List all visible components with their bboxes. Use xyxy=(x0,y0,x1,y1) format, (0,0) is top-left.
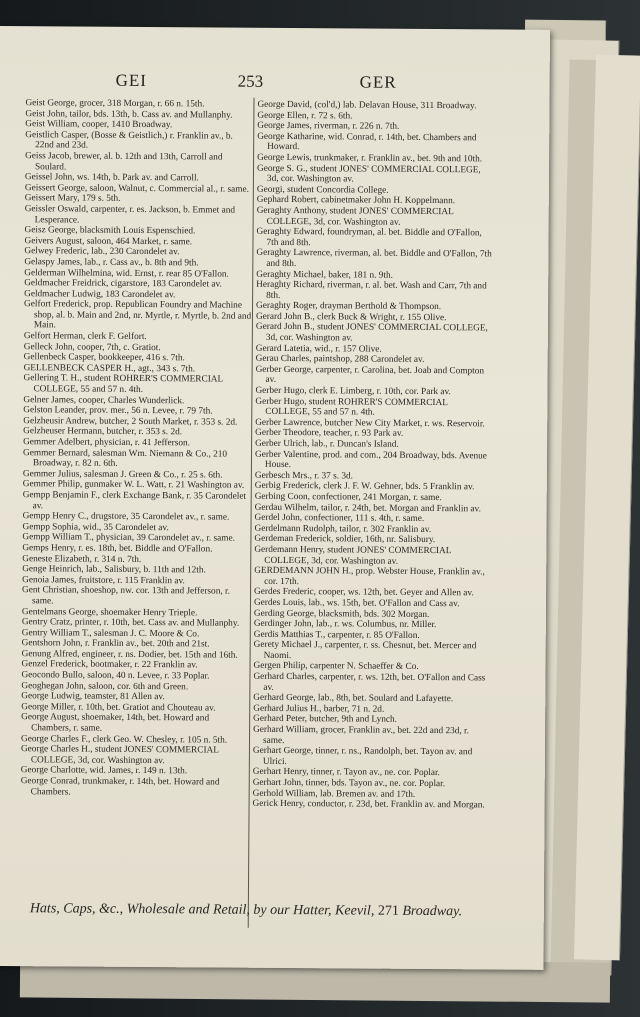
directory-entry: Geraghty Anthony, student JONES' COMMERCIAL COLLEGE, 3d, cor. Washington av. xyxy=(256,205,454,228)
directory-entry: Geivers August, saloon, 464 Market, r. same. xyxy=(24,235,193,248)
directory-entry: Gelfort Herman, clerk F. Gelfort. xyxy=(23,331,147,343)
directory-entry: Geisz George, blacksmith Louis Espenschied. xyxy=(24,225,196,237)
directory-entry: Geissert Mary, 179 s. 5th. xyxy=(24,193,121,205)
directory-entry: Gemmer Philip, gunmaker W. L. Watt, r. 21 Washington av. xyxy=(22,479,245,492)
footer-text-b: Broadway. xyxy=(398,903,463,920)
directory-entry: Geneste Elizabeth, r. 314 n. 7th. xyxy=(22,553,142,565)
directory-entry: George Miller, r. 10th, bet. Gratiot and Chouteau av. xyxy=(21,702,216,714)
directory-entry: Gerber Theodore, teacher, r. 93 Park av. xyxy=(255,428,404,440)
directory-entry: Gerdes Frederic, cooper, ws. 12th, bet. Geyer and Allen av. xyxy=(254,587,474,599)
directory-entry: Gelston Leander, prov. mer., 56 n. Levee, r. 79 7th. xyxy=(23,405,213,417)
directory-page xyxy=(0,26,550,970)
right-column xyxy=(253,100,494,811)
directory-entry: George Katharine, wid. Conrad, r. 14th, bet. Chambers and Howard. xyxy=(257,131,477,153)
directory-entry: George Charles F., clerk Geo. W. Chesley, r. 105 n. 5th. xyxy=(20,733,228,746)
directory-entry: Geistlich Casper, (Bosse & Geistlich,) r. Franklin av., b. 22nd and 23d. xyxy=(25,129,233,151)
directory-entry: Gerhard George, lab., 8th, bet. Soulard and Lafayette. xyxy=(253,693,454,705)
directory-entry: Gerhart John, tinner, bds. Tayon av., ne. cor. Poplar. xyxy=(252,777,446,790)
directory-entry: Gempp Sophia, wid., 35 Carondelet av. xyxy=(22,521,169,533)
directory-entry: Gerber Valentine, prod. and com., 204 Broadway, bds. Avenue House. xyxy=(254,449,487,471)
directory-entry: Gerick Henry, conductor, r. 23d, bet. Franklin av. and Morgan. xyxy=(252,798,485,811)
directory-entry: Gentry William T., salesman J. C. Moore & Co. xyxy=(21,627,200,640)
directory-entry: George Conrad, trunkmaker, r. 14th, bet. Howard and Chambers. xyxy=(20,776,220,798)
directory-entry: Gelzheusir Andrew, butcher, 2 South Market, r. 353 s. 2d. xyxy=(23,415,238,428)
directory-entry: Gerdis Matthias T., carpenter, r. 85 O'Fallon. xyxy=(253,629,420,641)
directory-entry: Gerard Latetia, wid., r. 157 Olive. xyxy=(255,343,382,355)
directory-entry: Gerhart George, tinner, r. ns., Randolph, bet. Tayon av. and Ulrici. xyxy=(252,746,473,767)
directory-entry: Gerhard Charles, carpenter, r. ws. 12th, bet. O'Fallon and Cass av. xyxy=(253,671,486,693)
directory-entry: Gerbesch Mrs., r. 37 s. 3d. xyxy=(254,470,354,482)
directory-entry: GELLENBECK CASPER H., agt., 343 s. 7th. xyxy=(23,363,196,375)
directory-entry: Gempp Benjamin F., clerk Exchange Bank, r. 35 Carondelet av. xyxy=(22,490,247,511)
directory-entry: Gerhard Peter, butcher, 9th and Lynch. xyxy=(253,714,398,726)
directory-entry: Geraghty Edward, foundryman, al. bet. Biddle and O'Fallon, 7th and 8th. xyxy=(256,226,482,248)
directory-entry: Geist William, cooper, 1410 Broadway. xyxy=(25,119,173,131)
directory-entry: Gerhold William, lab. Bremen av. and 17th. xyxy=(252,788,416,800)
directory-entry: Geldmacher Freidrick, cigarstore, 183 Carondelet av. xyxy=(24,278,222,290)
directory-entry: Geissler Oswald, carpenter, r. es. Jackson, b. Emmet and Lesperance. xyxy=(24,204,236,226)
directory-entry: Gerdinger John, lab., r. ws. Columbus, nr. Miller. xyxy=(253,618,437,631)
header-left-guide: GEI xyxy=(115,70,148,91)
footer-text-a: Hats, Caps, &c., Wholesale and Retail, by our Hatter, Keevil, xyxy=(29,901,378,919)
header-right-guide: GER xyxy=(359,72,397,92)
directory-entry: Gerbig Frederick, clerk J. F. W. Gehner, bds. 5 Franklin av. xyxy=(254,481,475,493)
directory-entry: Gerdelmann Rudolph, tailor, r. 302 Franklin av. xyxy=(254,523,432,535)
directory-entry: Gemps Henry, r. es. 18th, bet. Biddle and O'Fallon. xyxy=(22,543,213,555)
directory-entry: Georgi, student Concordia College. xyxy=(256,184,389,196)
directory-entry: George David, (col'd,) lab. Delavan House, 311 Broadway. xyxy=(257,99,477,112)
directory-entry: Gelfort Frederick, prop. Republican Foundry and Machine shop, al. b. Main and 2nd, nr. Myrtle, r. Myrtle, b. 2nd and Main. xyxy=(24,299,252,331)
directory-entry: Gentelmans George, shoemaker Henry Trieple. xyxy=(21,606,198,618)
directory-entry: Gerber Hugo, student ROHRER'S COMMERCIAL COLLEGE, 55 and 57 n. 4th. xyxy=(255,396,448,418)
running-header xyxy=(0,70,550,96)
directory-entry: Gempp Henry C., drugstore, 35 Carondelet av., r. same. xyxy=(22,511,230,523)
directory-entry: Gerdemann Henry, student JONES' COMMERCIAL COLLEGE, 3d, cor. Washington av. xyxy=(254,544,452,567)
directory-entry: Gerdel John, confectioner, 111 s. 4th, r. same. xyxy=(254,512,425,525)
directory-entry: Gent Christian, shoeshop, nw. cor. 13th and Jefferson, r. same. xyxy=(22,585,230,607)
footer-number: 271 xyxy=(377,903,399,919)
directory-entry: George Lewis, trunkmaker, r. Franklin av., bet. 9th and 10th. xyxy=(257,152,483,165)
directory-entry: Gelner James, cooper, Charles Wunderlick. xyxy=(23,394,185,406)
directory-entry: Gelaspy James, lab., r. Cass av., b. 8th and 9th. xyxy=(24,257,199,269)
directory-entry: George James, riverman, r. 226 n. 7th. xyxy=(257,120,400,132)
directory-entry: Gelleck John, cooper, 7th, c. Gratiot. xyxy=(23,341,161,353)
directory-entry: Gerding George, blacksmith, bds. 302 Morgan. xyxy=(253,608,430,620)
directory-entry: Gerber George, carpenter, r. Carolina, bet. Joab and Compton av. xyxy=(255,364,485,386)
directory-entry: Gerhard William, grocer, Franklin av., bet. 22d and 23d, r. same. xyxy=(253,724,469,746)
directory-entry: George August, shoemaker, 14th, bet. Howard and Chambers, r. same. xyxy=(21,712,210,734)
left-column xyxy=(21,98,254,799)
directory-entry: Genoia James, fruitstore, r. 115 Franklin av. xyxy=(22,574,185,587)
directory-entry: Genzel Frederick, bootmaker, r. 22 Franklin av. xyxy=(21,659,198,671)
directory-entry: Gemmer Julius, salesman J. Green & Co., r. 25 s. 6th. xyxy=(22,468,223,481)
directory-entry: Gerau Charles, paintshop, 288 Carondelet av. xyxy=(255,354,425,366)
directory-entry: Gentry Cratz, printer, r. 10th, bet. Cass av. and Mullanphy. xyxy=(21,617,240,629)
directory-entry: Geist George, grocer, 318 Morgan, r. 66 n. 15th. xyxy=(25,98,205,110)
directory-entry: Gephard Robert, cabinetmaker John H. Koppelmann. xyxy=(256,195,456,207)
directory-entry: Geiss Jacob, brewer, al. b. 12th and 13th, Carroll and Soulard. xyxy=(25,151,223,173)
directory-entry: Gerber Lawrence, butcher New City Market, r. ws. Reservoir. xyxy=(255,417,485,430)
directory-entry: Gerdau Wilhelm, tailor, r. 24th, bet. Morgan and Franklin av. xyxy=(254,502,481,514)
directory-entry: Genge Heinrich, lab., Salisbury, b. 11th and 12th. xyxy=(22,564,206,576)
directory-entry: Gerber Hugo, clerk E. Limberg, r. 10th, cor. Park av. xyxy=(255,385,451,398)
directory-entry: Gerard John B., student JONES' COMMERCIAL COLLEGE, 3d, cor. Washington av. xyxy=(255,322,488,344)
directory-entry: Gergen Philip, carpenter N. Schaeffer & Co. xyxy=(253,661,419,673)
directory-entry: Geraghty Lawrence, riverman, al. bet. Biddle and O'Fallon, 7th and 8th. xyxy=(256,248,492,269)
directory-entry: Gellenbeck Casper, bookkeeper, 416 s. 7th. xyxy=(23,352,185,364)
directory-entry: Gellering T. H., student ROHRER'S COMMERCIAL COLLEGE, 55 and 57 n. 4th. xyxy=(23,373,223,396)
directory-entry: Geissert George, saloon, Walnut, c. Commercial al., r. same. xyxy=(24,182,249,195)
directory-entry: Gerdeman Frederick, soldier, 16th, nr. Salisbury. xyxy=(254,534,436,546)
directory-entry: George S. G., student JONES' COMMERCIAL COLLEGE, 3d, cor. Washington av. xyxy=(256,163,481,185)
directory-entry: Heraghty Richard, riverman, r. al. bet. Wash and Carr, 7th and 8th. xyxy=(256,279,487,301)
directory-entry: Geissel John, ws. 14th, b. Park av. and Carroll. xyxy=(24,172,199,184)
directory-entry: Geocondo Bullo, saloon, 40 n. Levee, r. 33 Poplar. xyxy=(21,670,210,682)
page-number: 253 xyxy=(237,71,264,91)
directory-entry: Gerhard Julius H., barber, 71 n. 2d. xyxy=(253,703,385,715)
directory-entry: Genung Alfred, engineer, r. ns. Dodier, bet. 15th and 16th. xyxy=(21,649,238,661)
directory-entry: Geoghegan John, saloon, cor. 6th and Green. xyxy=(21,680,189,692)
directory-entry: Gempp William T., physician, 39 Carondelet av., r. same. xyxy=(22,532,236,544)
directory-entry: George Ludwig, teamster, 81 Allen av. xyxy=(21,691,165,703)
directory-entry: George Charles H., student JONES' COMMERCIAL COLLEGE, 3d, cor. Washington av. xyxy=(20,744,219,766)
directory-entry: Gelwey Frederic, lab., 230 Carondelet av. xyxy=(24,246,180,258)
directory-entry: GERDEMANN JOHN H., prop. Webster House, Franklin av., cor. 17th. xyxy=(254,565,485,587)
directory-entry: Gerard John B., clerk Buck & Wright, r. 155 Olive. xyxy=(255,311,447,323)
directory-entry: Gemmer Bernard, salesman Wm. Niemann & Co., 210 Broadway, r. 82 n. 6th. xyxy=(22,447,228,470)
directory-entry: George Charlotte, wid. James, r. 149 n. 13th. xyxy=(20,765,188,777)
directory-entry: Gerber Ulrich, lab., r. Duncan's Island. xyxy=(255,438,399,450)
directory-entry: Gelderman Wilhelmina, wid. Ernst, r. rear 85 O'Fallon. xyxy=(24,267,229,280)
directory-entry: George Ellen, r. 72 s. 6th. xyxy=(257,110,353,122)
directory-entry: Geraghty Roger, drayman Berthold & Thompson. xyxy=(256,301,442,313)
directory-entry: Geldmacher Ludwig, 183 Carondelet av. xyxy=(24,288,176,300)
footer-advertisement xyxy=(30,901,510,920)
directory-entry: Gerety Michael J., carpenter, r. ss. Chesnut, bet. Mercer and Naomi. xyxy=(253,640,477,661)
directory-entry: Gelzheuser Hermann, butcher, r. 353 s. 2d. xyxy=(23,426,183,438)
directory-entry: Gerdes Louis, lab., ws. 15th, bet. O'Fallon and Cass av. xyxy=(253,597,460,610)
directory-entry: Geraghty Michael, baker, 181 n. 9th. xyxy=(256,269,394,281)
directory-entry: Geist John, tailor, bds. 13th, b. Cass av. and Mullanphy. xyxy=(25,108,233,121)
directory-entry: Gemmer Adelbert, physician, r. 41 Jefferson. xyxy=(23,437,191,449)
directory-entry: Gentshorn John, r. Franklin av., bet. 20th and 21st. xyxy=(21,638,210,650)
directory-entry: Gerbing Coon, confectioner, 241 Morgan, r. same. xyxy=(254,491,442,504)
directory-entry: Gerhart Henry, tinner, r. Tayon av., ne. cor. Poplar. xyxy=(252,767,440,779)
